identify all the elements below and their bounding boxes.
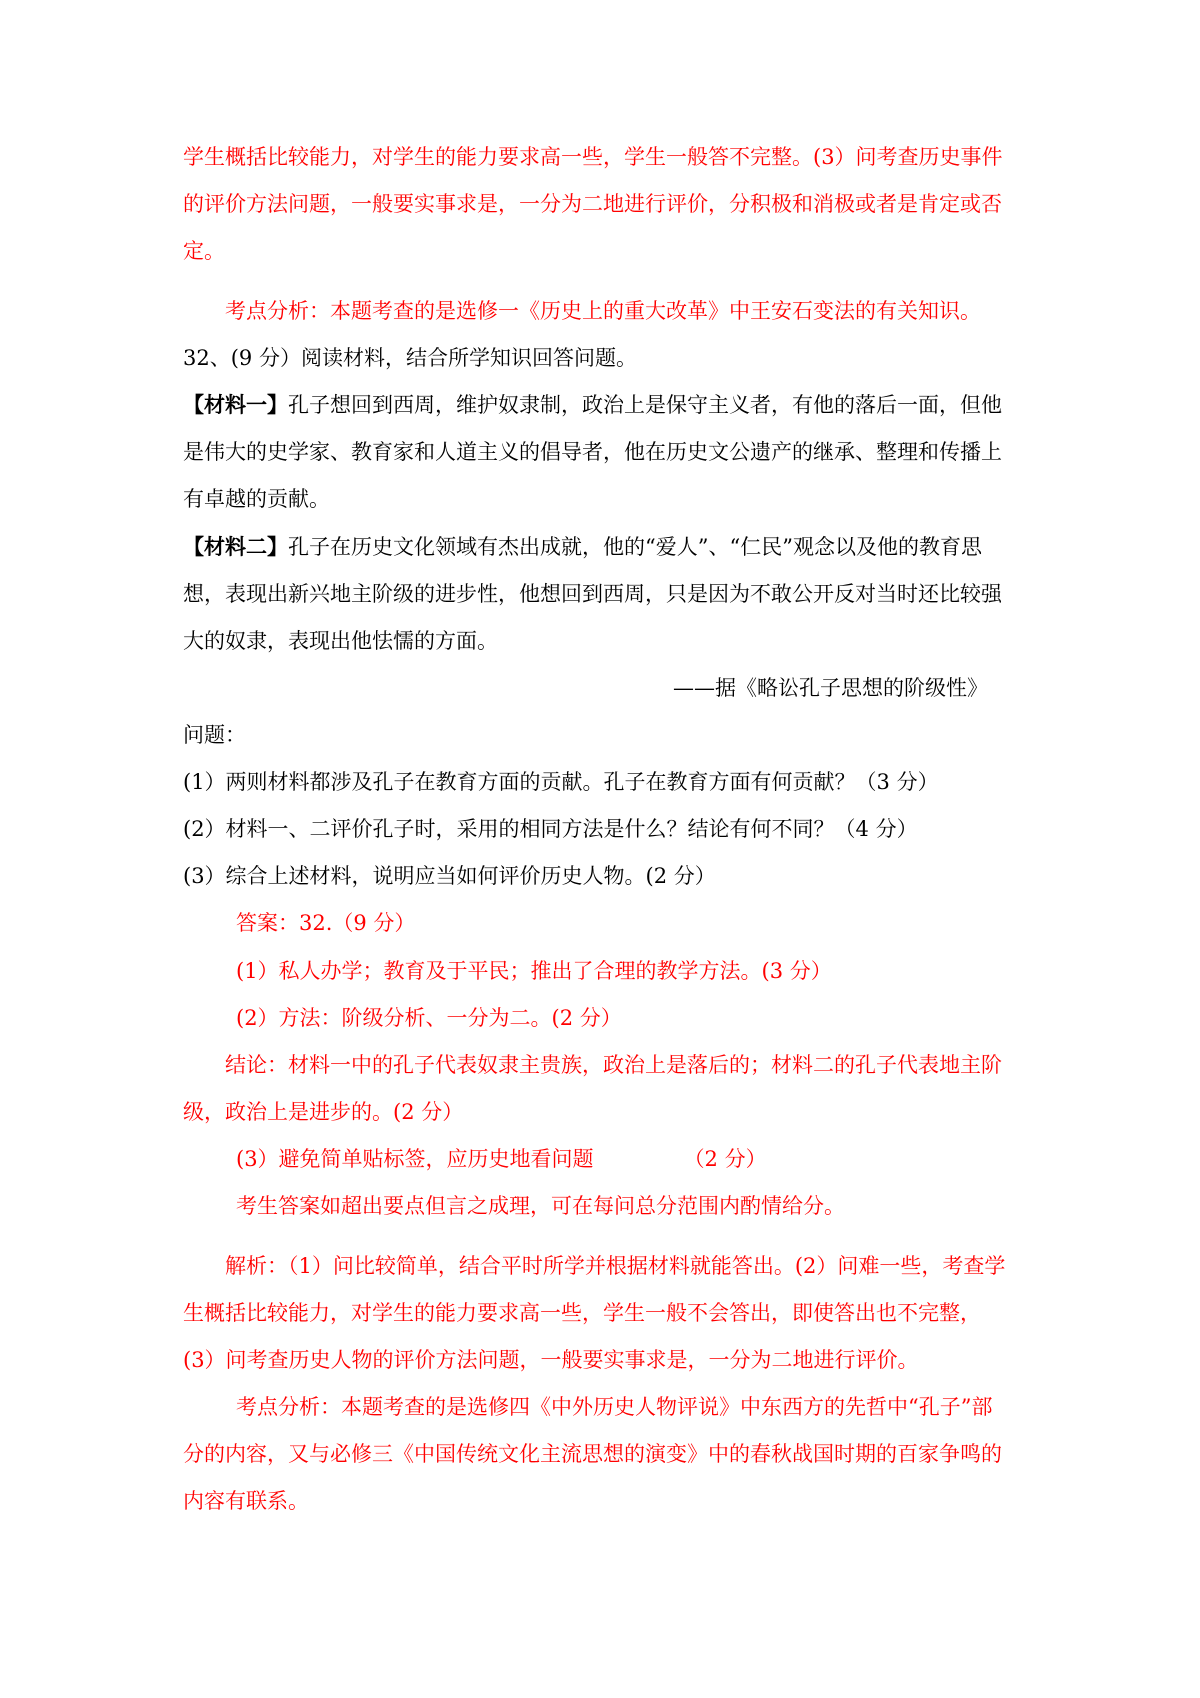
- material-2-line-2: 想，表现出新兴地主阶级的进步性，他想回到西周，只是因为不敢公开反对当时还比较强: [183, 582, 1002, 606]
- material-1-line-2: 是伟大的史学家、教育家和人道主义的倡导者，他在历史文公遗产的继承、整理和传播上: [183, 440, 1002, 464]
- question-3: (3）综合上述材料，说明应当如何评价历史人物。(2 分）: [183, 864, 716, 888]
- question-32-stem: 32、(9 分）阅读材料，结合所学知识回答问题。: [183, 346, 637, 370]
- answer-title: 答案：32.（9 分）: [236, 911, 416, 935]
- kaodian-line-2: 分的内容，又与必修三《中国传统文化主流思想的演变》中的春秋战国时期的百家争鸣的: [183, 1442, 1002, 1466]
- analysis-line-3: (3）问考查历史人物的评价方法问题，一般要实事求是，一分为二地进行评价。: [183, 1348, 919, 1372]
- analysis-line-1: 解析：（1）问比较简单，结合平时所学并根据材料就能答出。(2）问难一些，考查学: [225, 1254, 1006, 1278]
- answer-3-score: （2 分）: [683, 1147, 767, 1171]
- question-1: (1）两则材料都涉及孔子在教育方面的贡献。孔子在教育方面有何贡献？（3 分）: [183, 770, 939, 794]
- answer-1: (1）私人办学；教育及于平民；推出了合理的教学方法。(3 分）: [236, 959, 832, 983]
- kaodian-line-3: 内容有联系。: [183, 1489, 309, 1513]
- questions-label: 问题：: [183, 723, 246, 747]
- material-2-label: 【材料二】: [183, 534, 288, 559]
- material-2-line-1: [183, 533, 982, 561]
- kaodian-line-1: 考点分析：本题考查的是选修四《中外历史人物评说》中东西方的先哲中“孔子”部: [236, 1395, 993, 1419]
- answer-conclusion-1: 结论：材料一中的孔子代表奴隶主贵族，政治上是落后的；材料二的孔子代表地主阶: [225, 1053, 1002, 1077]
- material-2-line-3: 大的奴隶，表现出他怯懦的方面。: [183, 629, 498, 653]
- answer-2: (2）方法：阶级分析、一分为二。(2 分）: [236, 1006, 622, 1030]
- answer-note: 考生答案如超出要点但言之成理，可在每问总分范围内酌情给分。: [236, 1194, 845, 1218]
- material-1-text-1: 孔子想回到西周，维护奴隶制，政治上是保守主义者，有他的落后一面，但他: [288, 393, 1002, 417]
- question-2: (2）材料一、二评价孔子时，采用的相同方法是什么？结论有何不同？（4 分）: [183, 817, 918, 841]
- material-1-line-3: 有卓越的贡献。: [183, 487, 330, 511]
- prev-answer-line-1: 学生概括比较能力，对学生的能力要求高一些，学生一般答不完整。(3）问考查历史事件: [183, 145, 1003, 169]
- prev-kaodian: 考点分析：本题考查的是选修一《历史上的重大改革》中王安石变法的有关知识。: [225, 299, 981, 323]
- material-source: ——据《略讼孔子思想的阶级性》: [673, 676, 988, 700]
- material-1-label: 【材料一】: [183, 392, 288, 417]
- answer-3-text: (3）避免简单贴标签，应历史地看问题: [236, 1147, 594, 1171]
- material-2-text-1: 孔子在历史文化领域有杰出成就，他的“爱人”、“仁民”观念以及他的教育思: [288, 535, 982, 559]
- prev-answer-line-3: 定。: [183, 239, 225, 263]
- analysis-line-2: 生概括比较能力，对学生的能力要求高一些，学生一般不会答出，即使答出也不完整，: [183, 1301, 981, 1325]
- prev-answer-line-2: 的评价方法问题，一般要实事求是，一分为二地进行评价，分积极和消极或者是肯定或否: [183, 192, 1002, 216]
- answer-conclusion-2: 级，政治上是进步的。(2 分）: [183, 1100, 464, 1124]
- answer-3: [236, 1145, 767, 1173]
- material-1-line-1: [183, 391, 1002, 419]
